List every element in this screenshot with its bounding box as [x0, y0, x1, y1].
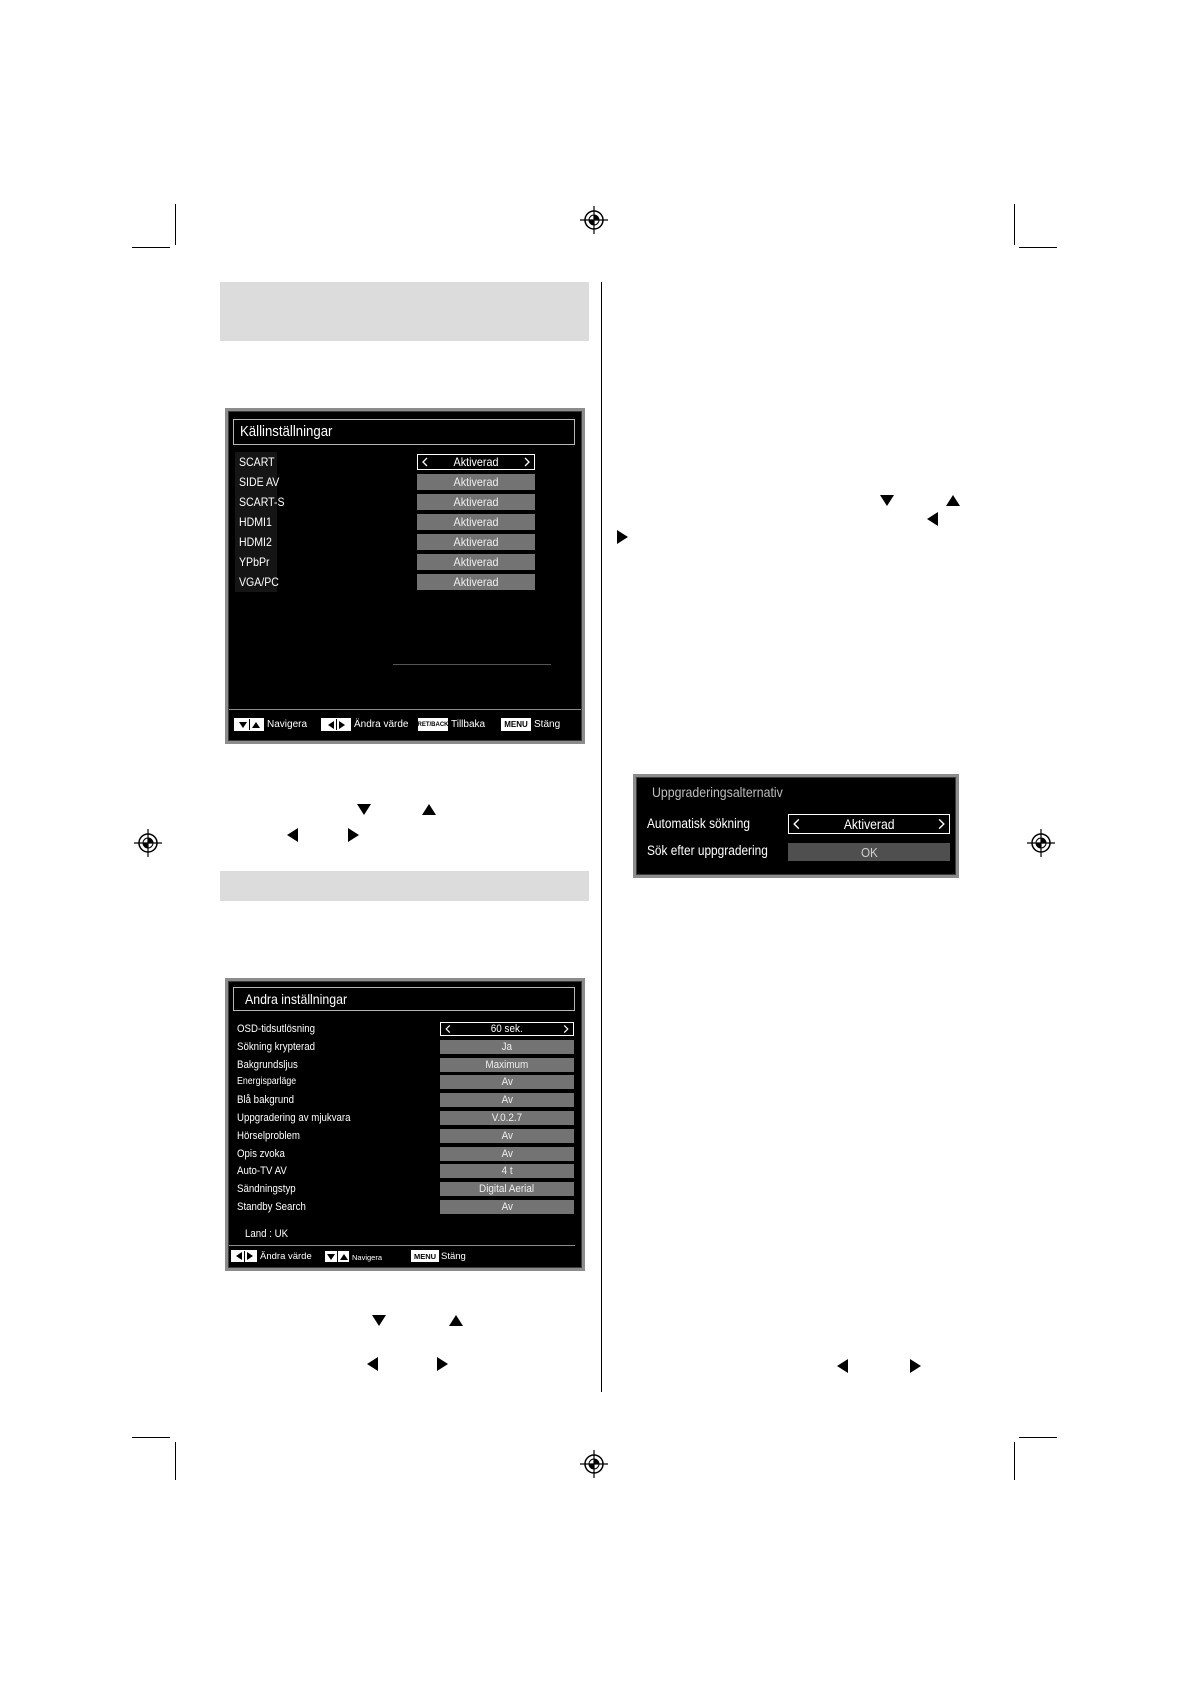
value-text: V.0.2.7 [491, 1112, 523, 1124]
divider [393, 664, 551, 665]
chevron-left-icon [793, 818, 800, 830]
row-label: Sökning krypterad [237, 1040, 316, 1053]
row-label: OSD-tidsutlösning [237, 1023, 316, 1035]
down-arrow-icon [880, 495, 894, 506]
value-selector[interactable] [417, 534, 535, 550]
left-arrow-icon [367, 1357, 378, 1371]
row-label: Opis zvoka [237, 1147, 285, 1160]
crop-mark [1014, 1442, 1015, 1480]
value-text: Aktiverad [453, 455, 499, 469]
chevron-left-icon [422, 457, 428, 467]
navigate-key-icon [234, 718, 264, 731]
right-arrow-icon [348, 828, 359, 842]
value-text: Aktiverad [453, 475, 499, 489]
crop-mark [132, 247, 170, 248]
crop-mark [1019, 247, 1057, 248]
menu-title: Källinställningar [240, 423, 333, 440]
registration-mark-icon [579, 1449, 609, 1479]
value-selector[interactable] [417, 494, 535, 510]
value-selector[interactable] [417, 574, 535, 590]
row-label: Uppgradering av mjukvara [237, 1112, 351, 1124]
search-upgrade-button[interactable] [788, 843, 950, 861]
source-settings-menu [225, 408, 585, 744]
chevron-left-icon [445, 1025, 451, 1034]
right-arrow-icon [910, 1359, 921, 1373]
value-text: Ja [501, 1040, 513, 1053]
chevron-right-icon [563, 1025, 569, 1034]
value-selector[interactable] [417, 514, 535, 530]
crop-mark [175, 1442, 176, 1480]
left-right-key-icon [321, 718, 351, 731]
value-text: Aktiverad [843, 816, 895, 832]
right-arrow-icon [437, 1357, 448, 1371]
column-divider [601, 282, 602, 1392]
footer-divider [229, 709, 581, 710]
row-label: Bakgrundsljus [237, 1058, 298, 1071]
registration-mark-icon [579, 205, 609, 235]
value-text: Av [501, 1094, 513, 1107]
left-arrow-icon [287, 828, 298, 842]
row-label: Auto-TV AV [237, 1165, 287, 1178]
registration-mark-icon [133, 828, 163, 858]
menu-key-icon [501, 718, 531, 731]
chevron-right-icon [524, 457, 530, 467]
value-text: Maximum [485, 1058, 529, 1071]
value-selector[interactable] [440, 1111, 574, 1125]
value-text: Av [501, 1076, 513, 1089]
value-text: 60 sek. [491, 1023, 523, 1035]
value-text: Av [501, 1129, 513, 1142]
registration-mark-icon [1026, 828, 1056, 858]
value-selector[interactable] [440, 1200, 574, 1214]
value-selector[interactable] [440, 1093, 574, 1107]
row-label: Automatisk sökning [647, 816, 751, 831]
back-key-text: RET/BACK [417, 721, 449, 728]
left-arrow-icon [927, 512, 938, 526]
navigate-key-icon [325, 1251, 349, 1262]
value-text: OK [860, 844, 878, 860]
row-label: HDMI1 [239, 515, 272, 529]
value-text: Aktiverad [453, 515, 499, 529]
row-label: HDMI2 [239, 535, 272, 549]
menu-title: Uppgraderingsalternativ [652, 784, 783, 800]
value-selector[interactable] [440, 1164, 574, 1178]
left-arrow-icon [837, 1359, 848, 1373]
footer-close-label: Stäng [441, 1251, 466, 1262]
crop-mark [1019, 1437, 1057, 1438]
value-text: Aktiverad [453, 535, 499, 549]
country-label: Land : UK [245, 1228, 289, 1240]
menu-key-text: MENU [504, 720, 528, 729]
row-label: VGA/PC [239, 575, 279, 589]
row-label: SIDE AV [239, 475, 280, 489]
value-selector[interactable] [440, 1147, 574, 1161]
row-label: Sök efter uppgradering [647, 843, 768, 858]
value-selector[interactable] [440, 1182, 574, 1196]
footer-close-label: Stäng [534, 719, 561, 730]
menu-title: Andra inställningar [245, 991, 348, 1007]
row-label: Standby Search [237, 1201, 306, 1213]
menu-title-box [233, 987, 575, 1011]
down-arrow-icon [372, 1315, 386, 1326]
row-label: Blå bakgrund [237, 1094, 295, 1107]
value-text: Aktiverad [453, 555, 499, 569]
row-label: Hörselproblem [237, 1129, 300, 1142]
other-settings-menu [225, 978, 585, 1271]
row-label: SCART [239, 455, 275, 469]
section-header-band [220, 282, 589, 341]
value-selector[interactable] [440, 1129, 574, 1143]
crop-mark [175, 204, 176, 245]
menu-title-box [233, 419, 575, 445]
up-arrow-icon [449, 1315, 463, 1326]
chevron-right-icon [938, 818, 945, 830]
footer-change-label: Ändra värde [260, 1251, 312, 1262]
up-arrow-icon [422, 804, 436, 815]
row-label: Energisparläge [237, 1076, 297, 1088]
row-label: YPbPr [239, 555, 270, 569]
value-selector[interactable] [788, 814, 950, 834]
footer-back-label: Tillbaka [451, 719, 486, 730]
footer-navigate-label: Navigera [267, 719, 308, 730]
row-label: Sändningstyp [237, 1183, 296, 1196]
down-arrow-icon [357, 804, 371, 815]
value-selector[interactable] [417, 454, 535, 470]
right-arrow-icon [617, 530, 628, 544]
crop-mark [132, 1437, 170, 1438]
value-text: Digital Aerial [479, 1183, 535, 1196]
value-selector[interactable] [440, 1058, 574, 1072]
upgrade-options-menu [633, 774, 959, 878]
menu-key-icon [411, 1250, 439, 1262]
value-selector[interactable] [417, 554, 535, 570]
left-right-key-icon [231, 1250, 257, 1262]
value-selector[interactable] [417, 474, 535, 490]
row-label: SCART-S [239, 495, 285, 509]
value-text: Aktiverad [453, 575, 499, 589]
value-selector[interactable] [440, 1040, 574, 1054]
footer-navigate-label: Navigera [352, 1253, 383, 1262]
menu-key-text: MENU [413, 1251, 437, 1261]
crop-mark [1014, 204, 1015, 245]
up-arrow-icon [946, 495, 960, 506]
value-selector[interactable] [440, 1022, 574, 1036]
value-text: Av [501, 1201, 513, 1213]
back-key-icon [418, 718, 448, 731]
value-text: Av [501, 1147, 513, 1160]
value-text: 4 t [501, 1165, 513, 1178]
value-text: Aktiverad [453, 495, 499, 509]
footer-divider [229, 1245, 575, 1246]
footer-change-label: Ändra värde [354, 719, 409, 730]
section-header-band [220, 871, 589, 901]
value-selector[interactable] [440, 1075, 574, 1089]
